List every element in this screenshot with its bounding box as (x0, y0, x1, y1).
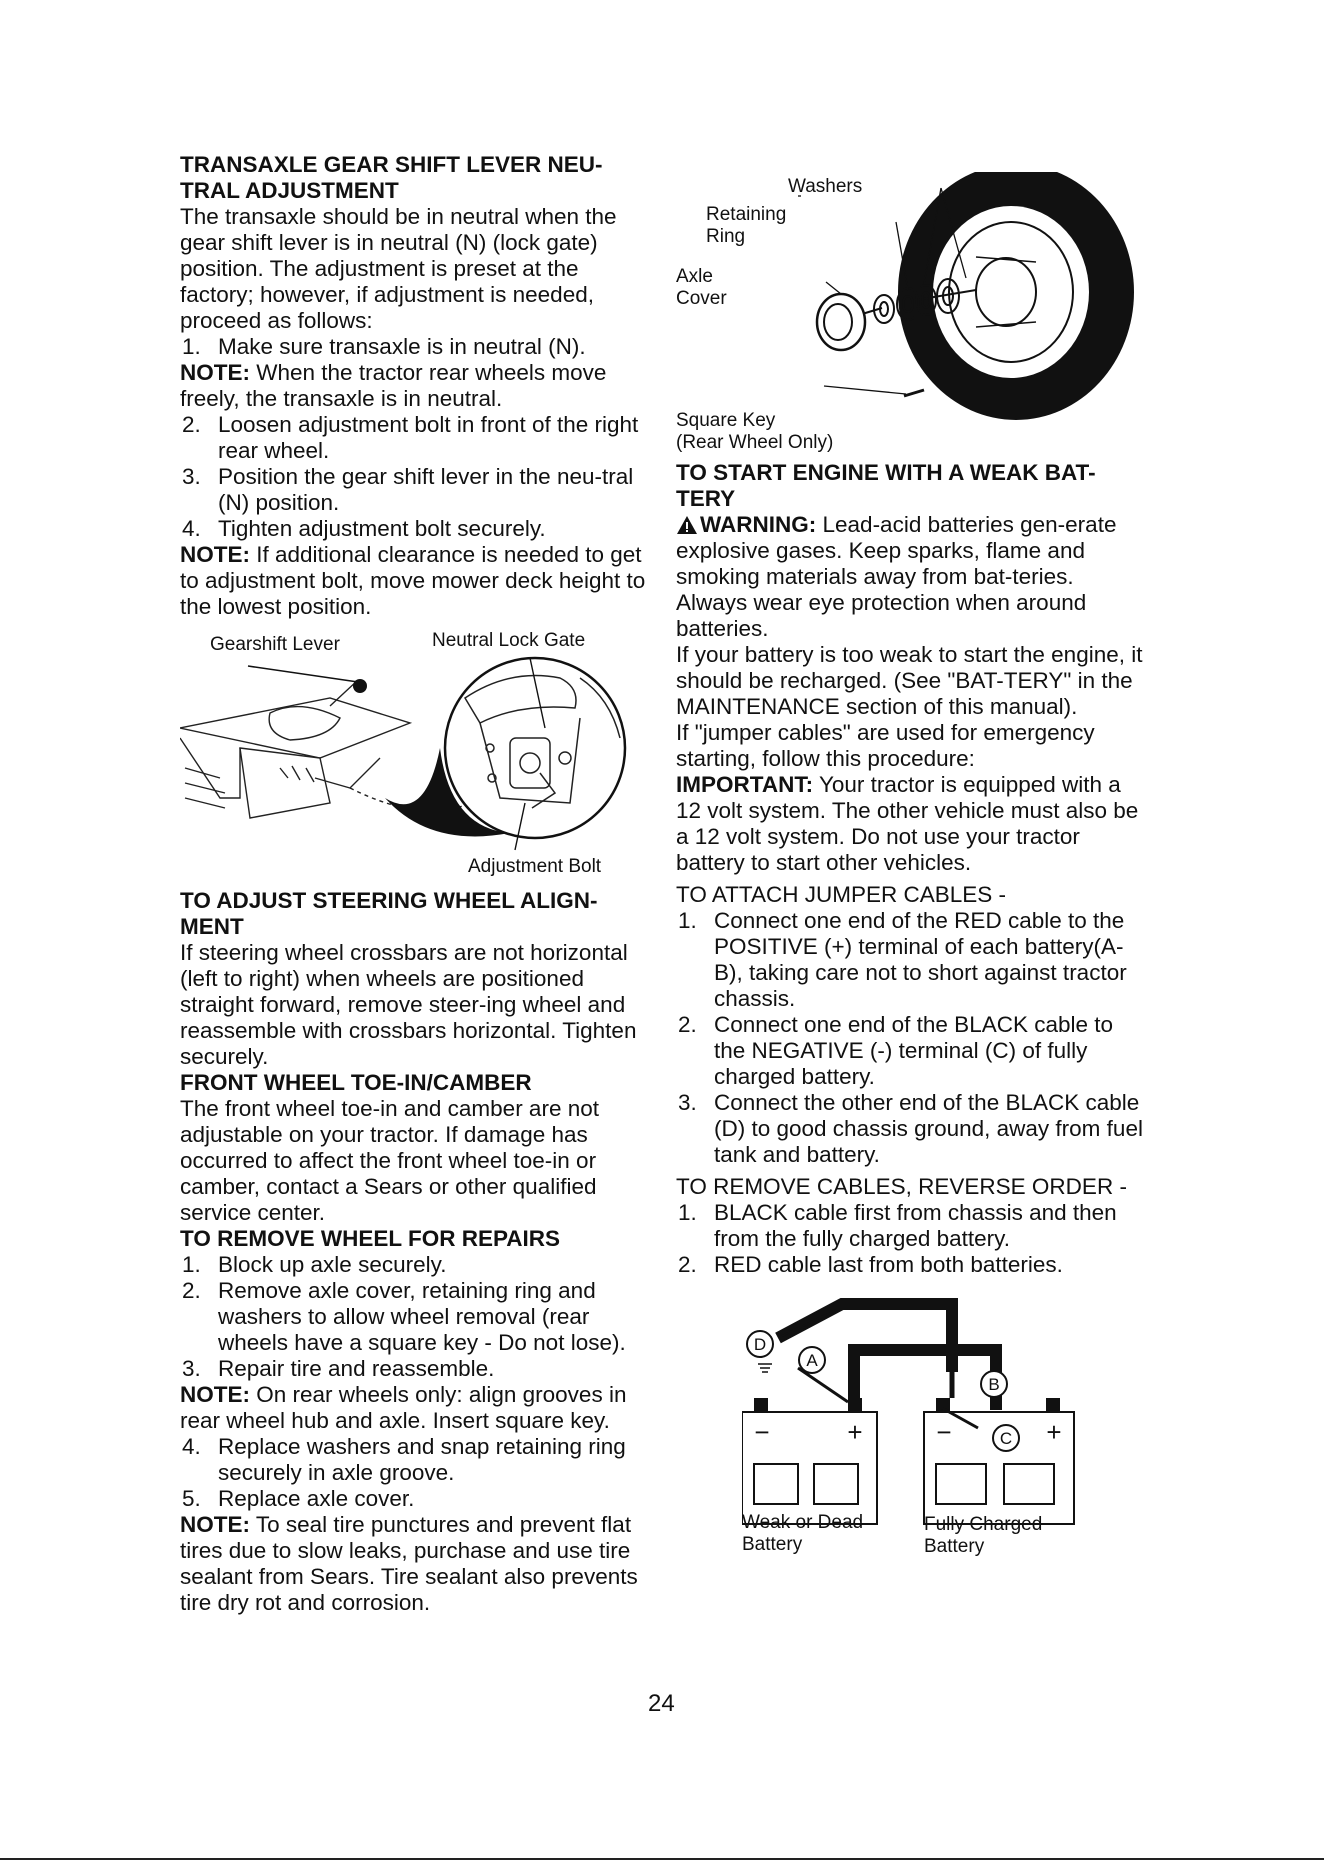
heading-attach-cables: TO ATTACH JUMPER CABLES - (676, 882, 1007, 907)
weak-minus: − (754, 1417, 770, 1447)
warning-paragraph: WARNING: Lead-acid batteries gen-erate explosive gases. Keep sparks, flame and smoking materials away from bat-teries. Always wear eye protection when around batteries. (676, 512, 1117, 641)
caption-fully-charged: Fully Charged Battery (924, 1514, 1043, 1557)
callout-c: C (999, 1429, 1013, 1448)
weak-plus: + (847, 1417, 863, 1447)
figure-wheel-parts (676, 172, 1146, 454)
label-retaining-ring: Retaining Ring (706, 204, 787, 247)
note-rear-wheels: NOTE: On rear wheels only: align grooves in rear wheel hub and axle. Insert square key. (180, 1382, 627, 1433)
heading-neutral-adjustment: TRANSAXLE GEAR SHIFT LEVER NEU-TRAL ADJUSTMENT (180, 152, 603, 203)
note-tire-sealant: NOTE: To seal tire punctures and prevent flat tires due to slow leaks, purchase and use tire sealant from Sears. Tire sealant also prevents tire dry rot and corrosion. (180, 1512, 638, 1615)
list-item: 2. Loosen adjustment bolt in front of the right rear wheel. (182, 412, 639, 463)
callout-a: A (806, 1351, 818, 1370)
callout-b: B (988, 1375, 1000, 1394)
remove-steps (676, 1200, 1146, 1278)
left-column (180, 152, 658, 1616)
attach-steps (676, 908, 1146, 1168)
right-column (676, 172, 1146, 1566)
list-item: 4. Tighten adjustment bolt securely. (182, 516, 546, 541)
heading-weak-battery: TO START ENGINE WITH A WEAK BAT-TERY (676, 460, 1096, 511)
heading-remove-wheel: TO REMOVE WHEEL FOR REPAIRS (180, 1226, 561, 1251)
list-item: 2. RED cable last from both batteries. (678, 1252, 1063, 1277)
label-axle-cover: Axle Cover (676, 266, 727, 309)
list-item: 3. Position the gear shift lever in the neu-tral (N) position. (182, 464, 634, 515)
list-item: 5. Replace axle cover. (182, 1486, 415, 1511)
callout-d: D (753, 1335, 767, 1354)
warning-icon (676, 515, 698, 535)
list-item: 1. BLACK cable first from chassis and then from the fully charged battery. (678, 1200, 1117, 1251)
note-wheels-move: NOTE: When the tractor rear wheels move freely, the transaxle is in neutral. (180, 360, 607, 411)
page-number: 24 (648, 1690, 675, 1717)
full-minus: − (936, 1417, 952, 1447)
label-adjustment-bolt: Adjustment Bolt (468, 856, 602, 877)
list-item: 1. Make sure transaxle is in neutral (N). (182, 334, 586, 359)
figure-jumper-cables (742, 1298, 1102, 1560)
bottom-rule (0, 1858, 1324, 1860)
heading-toe-in-camber: FRONT WHEEL TOE-IN/CAMBER (180, 1070, 532, 1095)
remove-wheel-steps-a (180, 1252, 658, 1382)
caption-weak-battery: Weak or Dead Battery (742, 1512, 864, 1555)
list-item: 2. Connect one end of the BLACK cable to the NEGATIVE (-) terminal (C) of fully charged battery. (678, 1012, 1114, 1089)
label-gearshift-lever: Gearshift Lever (210, 634, 340, 655)
gearshift-illustration (180, 628, 650, 882)
figure-gearshift (180, 628, 650, 882)
label-square-key: Square Key (676, 410, 776, 431)
neutral-intro: The transaxle should be in neutral when the gear shift lever is in neutral (N) (lock gate) position. The adjustment is preset at the factory; however, if adjustment is needed, proceed as follows: (180, 204, 617, 333)
important-paragraph: IMPORTANT: Your tractor is equipped with a 12 volt system. The other vehicle must also be a 12 volt system. Do not use your tractor battery to start other vehicles. (676, 772, 1139, 875)
list-item: 2. Remove axle cover, retaining ring and washers to allow wheel removal (rear wheels have a square key - Do not lose). (182, 1278, 626, 1355)
label-neutral-lock-gate: Neutral Lock Gate (432, 630, 586, 651)
list-item: 1. Block up axle securely. (182, 1252, 447, 1277)
heading-steering-alignment: TO ADJUST STEERING WHEEL ALIGN-MENT (180, 888, 598, 939)
label-washers: Washers (788, 176, 863, 197)
toe-in-text: The front wheel toe-in and camber are not adjustable on your tractor. If damage has occurred to affect the front wheel toe-in or camber, contact a Sears or other qualified service center. (180, 1096, 599, 1225)
recharge-paragraph: If your battery is too weak to start the engine, it should be recharged. (See "BAT-TERY" in the MAINTENANCE section of this manual). (676, 642, 1143, 719)
steering-text: If steering wheel crossbars are not horizontal (left to right) when wheels are positioned straight forward, remove steer-ing wheel and reassemble with crossbars horizontal. Tighten securely. (180, 940, 637, 1069)
jumper-paragraph: If "jumper cables" are used for emergency starting, follow this procedure: (676, 720, 1095, 771)
neutral-steps-b (180, 412, 658, 542)
list-item: 4. Replace washers and snap retaining ring securely in axle groove. (182, 1434, 626, 1485)
neutral-steps-a (180, 334, 658, 360)
list-item: 1. Connect one end of the RED cable to the POSITIVE (+) terminal of each battery(A-B), taking care not to short against tractor chassis. (678, 908, 1127, 1011)
full-plus: + (1046, 1417, 1062, 1447)
label-rear-wheel-only: (Rear Wheel Only) (676, 432, 834, 453)
remove-wheel-steps-b (180, 1434, 658, 1512)
note-clearance: NOTE: If additional clearance is needed to get to adjustment bolt, move mower deck height to the lowest position. (180, 542, 646, 619)
list-item: 3. Connect the other end of the BLACK cable (D) to good chassis ground, away from fuel tank and battery. (678, 1090, 1143, 1167)
heading-remove-cables: TO REMOVE CABLES, REVERSE ORDER - (676, 1174, 1127, 1199)
list-item: 3. Repair tire and reassemble. (182, 1356, 495, 1381)
